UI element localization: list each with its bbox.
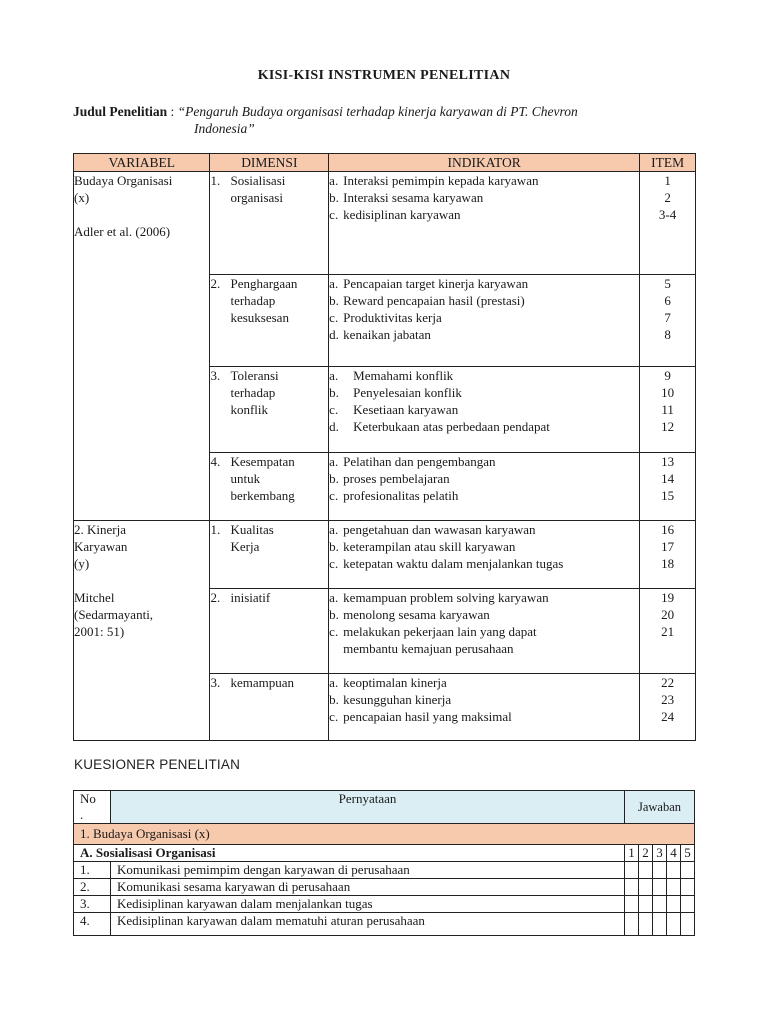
indicator-text: keoptimalan kinerja [343,675,447,690]
question-text: Komunikasi pemimpim dengan karyawan di perusahaan [111,862,625,879]
document-title: KISI-KISI INSTRUMEN PENELITIAN [257,68,511,83]
dimension-row [74,521,696,589]
indicator-letter: a. [329,368,339,383]
questionnaire-title: KUESIONER PENELITIAN [74,757,241,772]
header-no-dot: . [80,807,84,822]
item-number: 16 [661,522,675,537]
question-text: Kedisiplinan karyawan dalam menjalankan tugas [111,896,625,913]
dimension-number: 1. [210,522,221,537]
kisi-kisi-table [73,153,696,741]
indicator-text: pengetahuan dan wawasan karyawan [343,522,536,537]
indicator-cell [329,367,640,453]
indicator-letter: a. [329,675,339,690]
header-no-label: No [80,791,96,806]
dimension-number: 2. [210,276,221,291]
item-cell [640,367,696,453]
indicator-text: profesionalitas pelatih [343,488,459,503]
answer-cell-4[interactable] [667,862,681,879]
indicator-text: pencapaian hasil yang maksimal [343,709,512,724]
answer-cell-5[interactable] [681,879,695,896]
indicator-text: kedisiplinan karyawan [343,207,461,222]
header-indikator: INDIKATOR [329,154,640,172]
indicator-letter: c. [329,310,339,325]
header-dimensi: DIMENSI [210,154,329,172]
item-number: 14 [661,471,675,486]
indicator-text: membantu kemajuan perusahaan [343,641,514,656]
variable-name: 2. Kinerja [74,522,126,537]
dimension-label: Penghargaan [230,276,298,291]
research-title-separator: : [167,104,178,119]
item-number: 7 [664,310,671,325]
question-row [74,862,695,879]
indicator-text: ketepatan waktu dalam menjalankan tugas [343,556,564,571]
indicator-text: Interaksi pemimpin kepada karyawan [343,173,539,188]
question-row [74,879,695,896]
question-row [74,913,695,936]
dimension-label: Sosialisasi [230,173,286,188]
subsection-label: A. Sosialisasi Organisasi [74,845,625,862]
dimension-cell [210,674,329,741]
dimension-label: kemampuan [230,675,295,690]
questionnaire-header-row [74,791,695,824]
indicator-cell [329,172,640,275]
dimension-cell [210,589,329,674]
item-number: 20 [661,607,675,622]
dimension-number: 2. [210,590,221,605]
indicator-letter: d. [329,419,339,434]
indicator-letter: b. [329,471,339,486]
variable-source: Mitchel [74,590,115,605]
question-number: 3. [74,896,111,913]
variable-cell-budaya [74,172,210,521]
dimension-label: organisasi [230,190,283,205]
item-number: 8 [664,327,671,342]
subsection-row [74,845,695,862]
header-pernyataan: Pernyataan [111,791,625,824]
answer-cell-5[interactable] [681,896,695,913]
item-cell [640,589,696,674]
dimension-number: 4. [210,454,221,469]
dimension-cell [210,275,329,367]
indicator-letter: c. [329,624,339,639]
dimension-number: 1. [210,173,221,188]
answer-cell-2[interactable] [639,913,653,936]
header-no [74,791,111,824]
item-number: 3-4 [658,207,677,222]
answer-cell-1[interactable] [625,896,639,913]
item-cell [640,674,696,741]
answer-cell-4[interactable] [667,896,681,913]
header-variabel: VARIABEL [74,154,210,172]
indicator-text: Produktivitas kerja [343,310,442,325]
item-cell [640,275,696,367]
dimension-row [74,172,696,275]
item-number: 23 [661,692,675,707]
dimension-label: Toleransi [230,368,279,383]
variable-name: Karyawan [74,539,128,554]
dimension-cell [210,521,329,589]
header-jawaban: Jawaban [625,791,695,824]
indicator-letter: a. [329,522,339,537]
indicator-cell [329,453,640,521]
item-number: 17 [661,539,675,554]
variable-source: Adler et al. (2006) [74,224,171,239]
answer-cell-2[interactable] [639,879,653,896]
item-number: 9 [664,368,671,383]
item-number: 18 [661,556,675,571]
research-title-line1: “Pengaruh Budaya organisasi terhadap kinerja karyawan di PT. Chevron [177,104,578,119]
question-number: 2. [74,879,111,896]
indicator-letter: b. [329,385,339,400]
section-label: 1. Budaya Organisasi (x) [74,824,695,845]
item-number: 15 [661,488,675,503]
research-title-label: Judul Penelitian [73,104,168,119]
dimension-cell [210,172,329,275]
variable-cell-kinerja [74,521,210,741]
variable-symbol: (y) [74,556,90,571]
indicator-text: Penyelesaian konflik [353,385,462,400]
dimension-cell [210,367,329,453]
indicator-letter: c. [329,207,339,222]
answer-cell-1[interactable] [625,879,639,896]
item-number: 2 [664,190,671,205]
dimension-label: Kerja [230,539,260,554]
indicator-letter: a. [329,590,339,605]
indicator-text: Kesetiaan karyawan [353,402,459,417]
indicator-letter: b. [329,190,339,205]
variable-name: Budaya Organisasi [74,173,173,188]
dimension-label: kesuksesan [230,310,289,325]
item-number: 22 [661,675,675,690]
item-number: 1 [664,173,671,188]
questionnaire-table [73,790,695,936]
scale-5: 5 [681,845,695,862]
answer-cell-3[interactable] [653,896,667,913]
indicator-cell [329,589,640,674]
item-number: 19 [661,590,675,605]
indicator-letter: a. [329,173,339,188]
indicator-text: Memahami konflik [353,368,454,383]
dimension-number: 3. [210,368,221,383]
indicator-letter: b. [329,692,339,707]
indicator-text: melakukan pekerjaan lain yang dapat [343,624,537,639]
indicator-text: kenaikan jabatan [343,327,431,342]
indicator-letter: c. [329,402,339,417]
item-number: 11 [661,402,674,417]
indicator-letter: a. [329,276,339,291]
dimension-number: 3. [210,675,221,690]
indicator-cell [329,521,640,589]
item-cell [640,172,696,275]
indicator-letter: a. [329,454,339,469]
indicator-text: proses pembelajaran [343,471,450,486]
indicator-text: kesungguhan kinerja [343,692,452,707]
indicator-text: Pencapaian target kinerja karyawan [343,276,529,291]
indicator-letter: d. [329,327,339,342]
indicator-text: Pelatihan dan pengembangan [343,454,496,469]
item-number: 10 [661,385,675,400]
indicator-text: menolong sesama karyawan [343,607,490,622]
item-number: 24 [661,709,675,724]
variable-source: 2001: 51) [74,624,125,639]
indicator-letter: b. [329,607,339,622]
answer-cell-3[interactable] [653,879,667,896]
indicator-text: kemampuan problem solving karyawan [343,590,549,605]
dimension-label: Kesempatan [230,454,295,469]
answer-cell-2[interactable] [639,862,653,879]
dimension-label: untuk [230,471,261,486]
scale-4: 4 [667,845,681,862]
item-number: 6 [664,293,671,308]
scale-3: 3 [653,845,667,862]
header-item: ITEM [640,154,696,172]
answer-cell-3[interactable] [653,862,667,879]
indicator-letter: c. [329,709,339,724]
indicator-cell [329,275,640,367]
dimension-cell [210,453,329,521]
answer-cell-1[interactable] [625,862,639,879]
indicator-text: Keterbukaan atas perbedaan pendapat [353,419,550,434]
variable-symbol: (x) [74,190,90,205]
item-number: 12 [661,419,675,434]
scale-2: 2 [639,845,653,862]
indicator-letter: c. [329,488,339,503]
indicator-cell [329,674,640,741]
item-cell [640,521,696,589]
dimension-label: inisiatif [230,590,271,605]
question-number: 1. [74,862,111,879]
answer-cell-2[interactable] [639,896,653,913]
answer-cell-3[interactable] [653,913,667,936]
indicator-text: keterampilan atau skill karyawan [343,539,516,554]
dimension-label: konflik [230,402,269,417]
indicator-letter: b. [329,539,339,554]
indicator-letter: c. [329,556,339,571]
dimension-label: terhadap [230,293,276,308]
dimension-label: terhadap [230,385,276,400]
question-text: Kedisiplinan karyawan dalam mematuhi aturan perusahaan [111,913,625,936]
item-cell [640,453,696,521]
dimension-label: berkembang [230,488,295,503]
question-text: Komunikasi sesama karyawan di perusahaan [111,879,625,896]
answer-cell-5[interactable] [681,862,695,879]
answer-cell-4[interactable] [667,879,681,896]
answer-cell-1[interactable] [625,913,639,936]
indicator-text: Interaksi sesama karyawan [343,190,484,205]
question-row [74,896,695,913]
kisi-header-row [74,154,696,172]
research-title-block [73,103,578,136]
indicator-letter: b. [329,293,339,308]
research-title-line2: Indonesia” [194,121,255,136]
indicator-letter [329,640,343,657]
section-row [74,824,695,845]
variable-source: (Sedarmayanti, [74,607,154,622]
dimension-label: Kualitas [230,522,274,537]
question-number: 4. [74,913,111,936]
item-number: 13 [661,454,675,469]
item-number: 5 [664,276,671,291]
indicator-text: Reward pencapaian hasil (prestasi) [343,293,525,308]
answer-cell-5[interactable] [681,913,695,936]
item-number: 21 [661,624,675,639]
answer-cell-4[interactable] [667,913,681,936]
scale-1: 1 [625,845,639,862]
